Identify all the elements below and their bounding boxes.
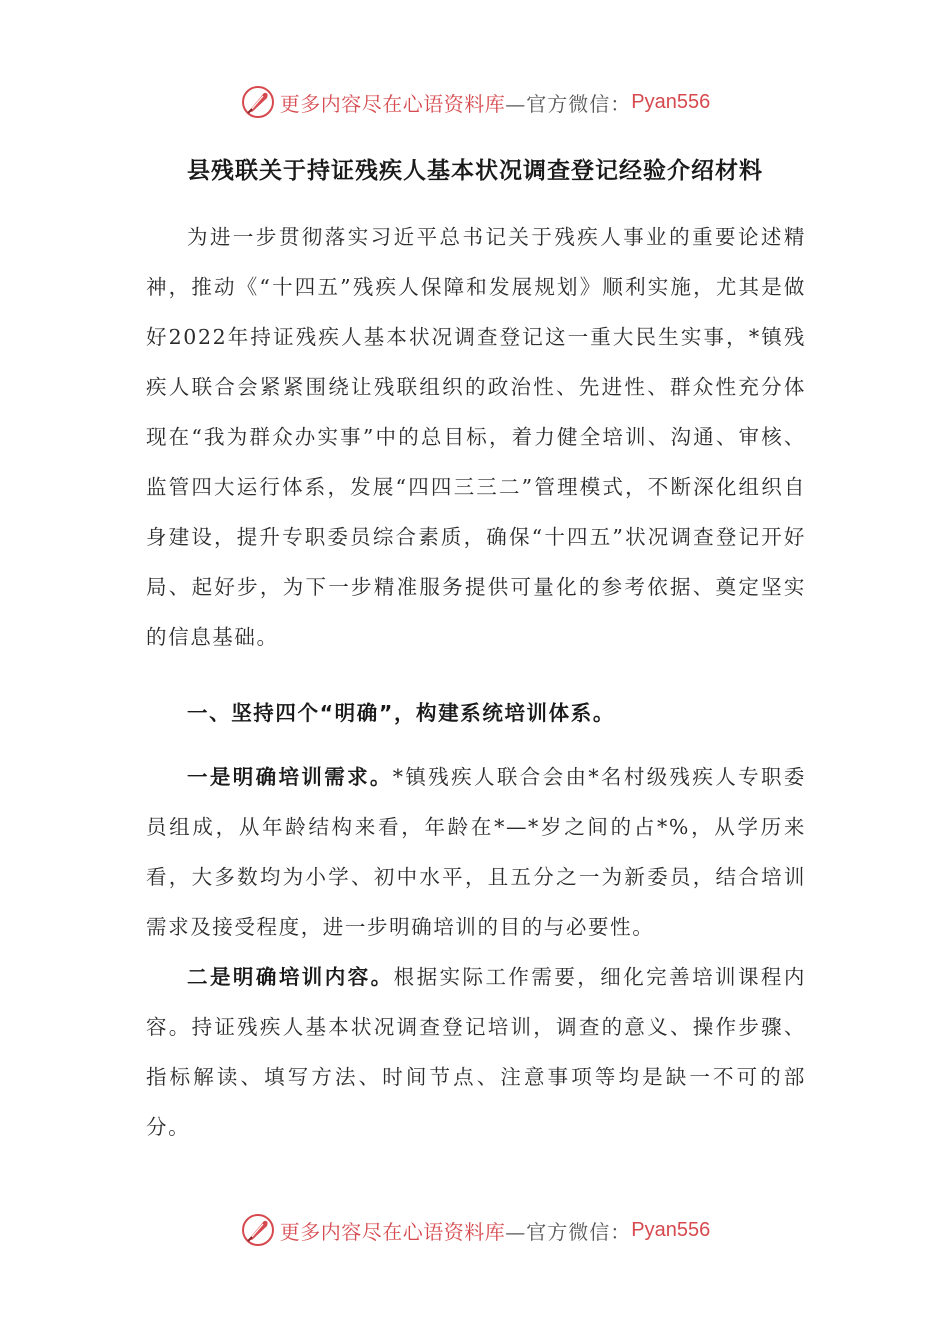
training-content-lead: 二是明确培训内容。 [187, 965, 394, 989]
training-needs-paragraph [146, 752, 806, 952]
training-content-paragraph [146, 952, 806, 1152]
training-needs-body: *镇残疾人联合会由*名村级残疾人专职委员组成，从年龄结构来看，年龄在*—*岁之间的占*%，从学历来看，大多数均为小学、初中水平，且五分之一为新委员，结合培训需求及接受程度，进一步明确培训的目的与必要性。 [146, 765, 806, 939]
document-body [146, 212, 806, 1152]
watermark-wechat-id: Pyan556 [631, 90, 711, 113]
watermark-brand-text: 更多内容尽在心语资料库 [279, 91, 506, 116]
intro-paragraph: 为进一步贯彻落实习近平总书记关于残疾人事业的重要论述精神，推动《“十四五”残疾人保障和发展规划》顺利实施，尤其是做好2022年持证残疾人基本状况调查登记这一重大民生实事，*镇残疾人联合会紧紧围绕让残联组织的政治性、先进性、群众性充分体现在“我为群众办实事”中的总目标，着力健全培训、沟通、审核、监管四大运行体系，发展“四四三三二”管理模式，不断深化组织自身建设，提升专职委员综合素质，确保“十四五”状况调查登记开好局、起好步，为下一步精准服务提供可量化的参考依据、奠定坚实的信息基础。 [146, 225, 806, 649]
quill-pen-logo-icon [240, 1212, 276, 1248]
quill-pen-logo-icon [240, 84, 276, 120]
watermark-wechat-id: Pyan556 [631, 1218, 711, 1241]
training-content-body: 根据实际工作需要，细化完善培训课程内容。持证残疾人基本状况调查登记培训，调查的意义、操作步骤、指标解读、填写方法、时间节点、注意事项等均是缺一不可的部分。 [146, 965, 806, 1139]
training-needs-lead: 一是明确培训需求。 [187, 765, 393, 789]
watermark-brand-text: 更多内容尽在心语资料库 [279, 1219, 506, 1244]
footer-watermark [0, 1210, 950, 1250]
header-watermark [0, 82, 950, 122]
watermark-separator-text: —官方微信： [505, 91, 632, 116]
section-heading-1: 一、坚持四个“明确”，构建系统培训体系。 [187, 701, 615, 725]
watermark-separator-text: —官方微信： [505, 1219, 632, 1244]
document-title: 县残联关于持证残疾人基本状况调查登记经验介绍材料 [187, 158, 763, 184]
